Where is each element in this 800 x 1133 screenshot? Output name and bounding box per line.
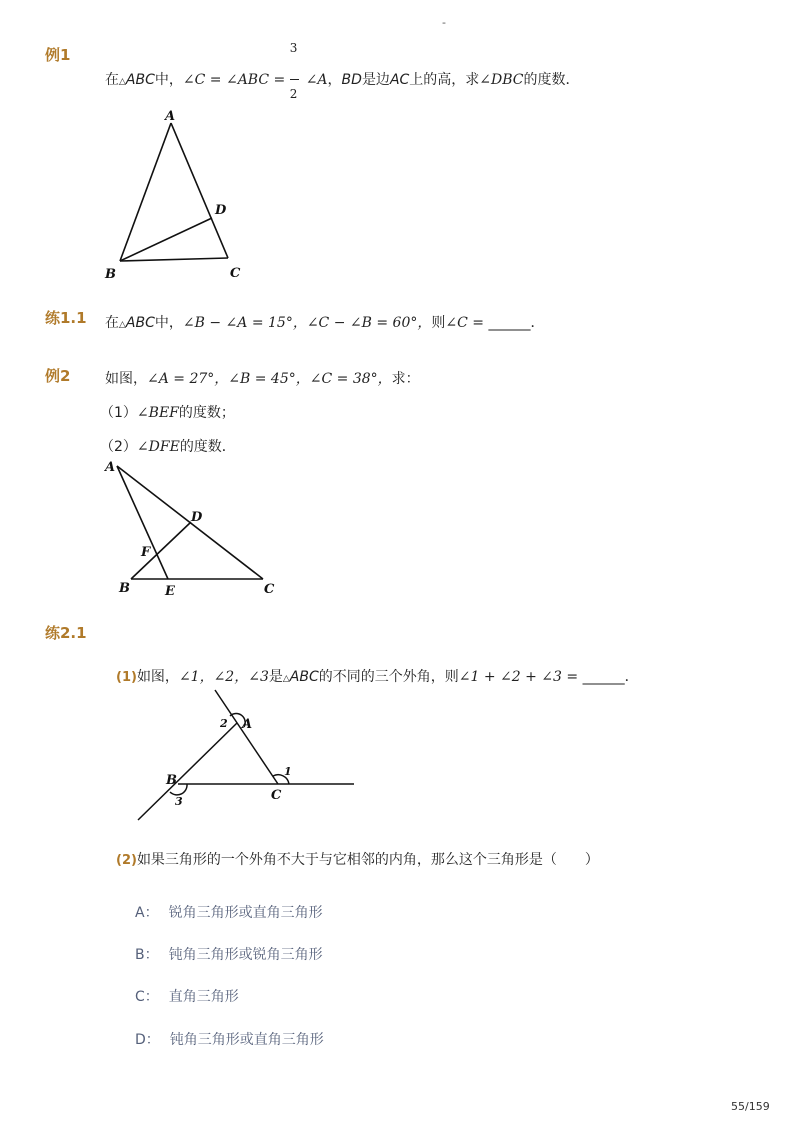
text-segment: 如图， xyxy=(105,371,147,387)
example-1-tag: 例1 xyxy=(45,46,71,64)
fraction xyxy=(289,41,306,101)
example-2-tag: 例2 xyxy=(45,367,71,385)
answer-blank: ______ xyxy=(488,315,531,331)
label-angle-1: 1 xyxy=(284,765,292,778)
option-letter: D： xyxy=(135,1032,160,1048)
fraction-numerator: 3 xyxy=(289,41,298,55)
label-b: B xyxy=(119,581,130,596)
option-text: 锐角三角形或直角三角形 xyxy=(168,905,323,921)
option-letter: C： xyxy=(135,989,159,1005)
math-expr: ∠C = ∠ABC = xyxy=(182,72,286,88)
option-a[interactable] xyxy=(135,902,323,922)
label-angle-2: 2 xyxy=(220,717,228,730)
line-ba-extended xyxy=(138,723,237,820)
option-b[interactable] xyxy=(135,944,323,964)
fraction-denominator: 2 xyxy=(289,87,298,101)
label-c: C xyxy=(230,266,241,281)
example-2-question-1 xyxy=(100,402,235,422)
text-segment: 中， xyxy=(154,72,183,88)
practice-1-1-text xyxy=(105,312,544,332)
segment-bc xyxy=(120,258,228,261)
label-e: E xyxy=(165,584,175,599)
option-text: 钝角三角形或直角三角形 xyxy=(169,1032,324,1048)
sub-question-number: (2) xyxy=(116,853,137,868)
label-a: A xyxy=(242,717,253,732)
example-2-question-2 xyxy=(100,436,236,456)
text-segment: 是边 xyxy=(361,72,390,88)
figure-2 xyxy=(95,455,285,605)
text-segment: 求： xyxy=(391,371,420,387)
figure-1 xyxy=(95,105,265,290)
math-expr: ∠A = 27°，∠B = 45°，∠C = 38°， xyxy=(147,371,392,387)
option-text: 直角三角形 xyxy=(168,989,239,1005)
triangle-symbol: △ xyxy=(119,320,126,330)
option-letter: B： xyxy=(135,947,159,963)
triangle-symbol: △ xyxy=(282,674,290,684)
text-segment: 的度数； xyxy=(178,405,235,421)
text-segment: 则 xyxy=(431,315,446,331)
math-expr: ∠1，∠2，∠3 xyxy=(178,669,269,685)
question-text: 如果三角形的一个外角不大于与它相邻的内角，那么这个三角形是（ ） xyxy=(136,852,599,868)
page-number: 55/159 xyxy=(731,1100,770,1113)
segment-ae xyxy=(117,466,168,579)
option-c[interactable] xyxy=(135,986,239,1006)
label-b: B xyxy=(166,773,177,788)
segment-bd xyxy=(131,522,191,579)
segment-ac xyxy=(171,123,228,258)
text-segment: 的度数． xyxy=(179,439,236,455)
fraction-bar xyxy=(290,79,299,80)
label-b: B xyxy=(105,267,116,282)
text-segment: 的不同的三个外角，则 xyxy=(318,669,459,685)
math-expr: ∠B − ∠A = 15°，∠C − ∠B = 60°， xyxy=(182,315,432,331)
math-expr: ∠C = xyxy=(445,315,489,331)
answer-blank: ______ xyxy=(582,669,625,685)
label-angle-3: 3 xyxy=(175,795,183,808)
triangle-symbol: △ xyxy=(119,77,126,87)
math-abc: ABC xyxy=(125,315,155,331)
practice-1-1-tag: 练1.1 xyxy=(45,309,87,327)
label-d: D xyxy=(215,203,227,218)
text-segment: ． xyxy=(624,669,639,685)
practice-2-1-sub-2-text xyxy=(116,849,599,869)
example-2-text xyxy=(105,368,420,388)
text-segment: 的度数． xyxy=(523,72,580,88)
text-segment: 是 xyxy=(268,669,283,685)
text-segment: 在 xyxy=(105,315,119,331)
label-a: A xyxy=(165,109,176,124)
math-abc: ABC xyxy=(289,669,319,685)
math-expr: ∠DBC xyxy=(479,72,524,88)
math-abc: ABC xyxy=(125,72,155,88)
label-f: F xyxy=(141,545,151,560)
math-bd: BD xyxy=(341,72,362,88)
math-ac: AC xyxy=(389,72,410,88)
question-number: （1） xyxy=(100,405,137,421)
text-segment: 如图， xyxy=(136,669,179,685)
text-segment: 在 xyxy=(105,72,119,88)
text-segment: 中， xyxy=(154,315,183,331)
text-segment: ． xyxy=(530,315,545,331)
math-expr: ∠BEF xyxy=(136,405,179,421)
option-letter: A： xyxy=(135,905,159,921)
line-ca-extended xyxy=(215,690,278,784)
practice-2-1-sub-1-text xyxy=(116,666,639,686)
sub-question-number: (1) xyxy=(116,670,137,685)
option-d[interactable] xyxy=(135,1029,324,1049)
option-text: 钝角三角形或锐角三角形 xyxy=(168,947,323,963)
practice-2-1-tag: 练2.1 xyxy=(45,624,87,642)
example-1-text xyxy=(105,41,580,101)
figure-3 xyxy=(130,685,360,825)
math-expr: ∠1 + ∠2 + ∠3 = xyxy=(458,669,583,685)
text-segment: 上的高，求 xyxy=(409,72,480,88)
math-expr: ∠A xyxy=(305,72,328,88)
label-c: C xyxy=(264,582,275,597)
question-number: （2） xyxy=(100,439,137,455)
label-a: A xyxy=(105,460,116,475)
math-expr: ∠DFE xyxy=(136,439,180,455)
label-d: D xyxy=(191,510,203,525)
text-segment: ， xyxy=(327,72,342,88)
header-mark: - xyxy=(442,16,446,29)
label-c: C xyxy=(271,788,282,803)
